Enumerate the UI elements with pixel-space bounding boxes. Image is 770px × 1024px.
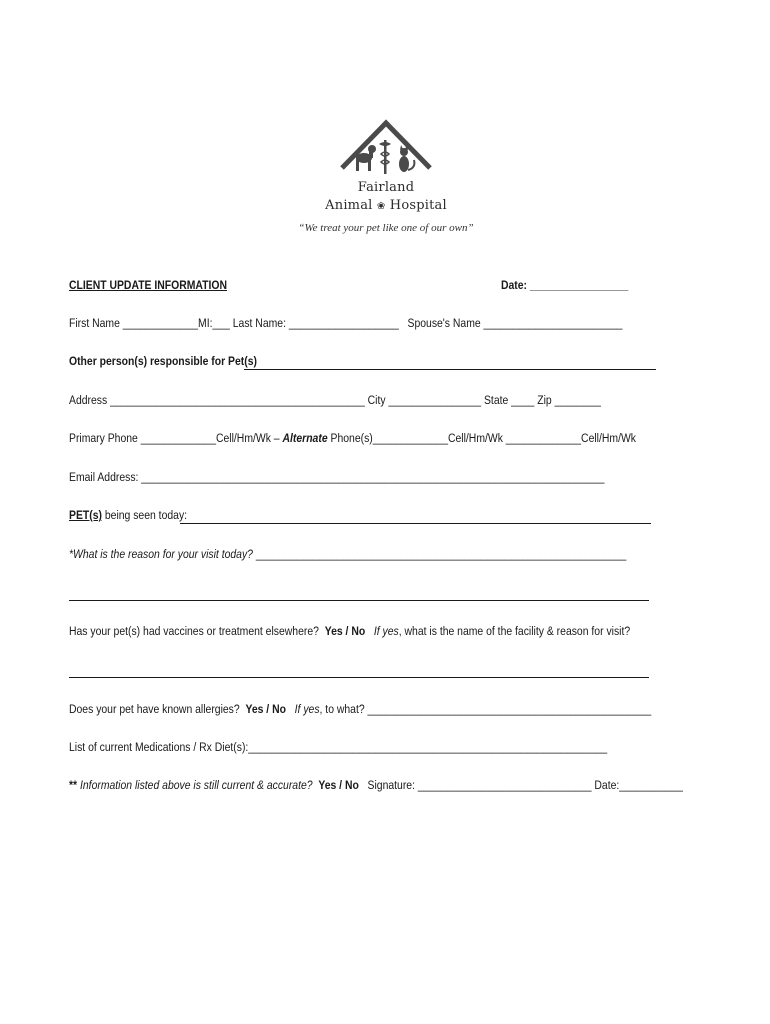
caduceus-icon (379, 140, 391, 174)
pets-label-rest: being seen today: (101, 508, 188, 522)
allergies-follow: , to what? _________________________________________________ (319, 702, 652, 716)
allergies-question: Does your pet have known allergies? (69, 702, 246, 716)
vaccines-follow: , what is the name of the facility & reason for visit? (398, 624, 631, 638)
vaccines-question: Has your pet(s) had vaccines or treatment elsewhere? (69, 624, 325, 638)
confirm-stars: ** (69, 778, 78, 792)
logo-name-line1: Fairland (357, 180, 415, 195)
vaccines-row (69, 624, 630, 638)
logo-name-line2 (300, 198, 472, 213)
vaccines-yes-no[interactable]: Yes / No (324, 624, 366, 638)
paw-icon: ❀ (376, 201, 386, 212)
reason-line-2[interactable] (69, 600, 649, 601)
allergies-if-yes: If yes (294, 702, 320, 716)
address-row[interactable]: Address ____________________________________________ City ________________ State ____ Zip ________ (69, 393, 601, 407)
tagline: “We treat your pet like one of our own” (298, 222, 474, 234)
reason-line: ________________________________________________________________ (252, 547, 627, 561)
logo-name-animal: Animal (325, 198, 373, 213)
vaccines-if-yes: If yes (373, 624, 399, 638)
confirm-question: Information listed above is still current & accurate? (77, 778, 313, 792)
signature-date-field[interactable]: Signature: ______________________________ Date:___________ (367, 778, 683, 792)
pets-row (69, 508, 187, 522)
phone-alternate: Phone(s)_____________Cell/Hm/Wk _____________Cell/Hm/Wk (327, 431, 636, 445)
other-persons-line[interactable] (244, 369, 656, 370)
phone-row[interactable] (69, 431, 636, 445)
date-field[interactable]: Date: _________________ (501, 278, 629, 292)
allergies-yes-no[interactable]: Yes / No (245, 702, 286, 716)
logo-name-hospital: Hospital (389, 198, 447, 213)
medications-row[interactable]: List of current Medications / Rx Diet(s):______________________________________________________________ (69, 740, 608, 754)
vaccines-line[interactable] (69, 677, 649, 678)
form-title: CLIENT UPDATE INFORMATION (69, 278, 228, 292)
allergies-row[interactable] (69, 702, 651, 716)
other-persons-label: Other person(s) responsible for Pet(s) (69, 354, 257, 368)
pets-line[interactable] (180, 523, 651, 524)
pets-label-bold: PET(s) (69, 508, 102, 522)
reason-row[interactable] (69, 547, 626, 561)
names-row[interactable]: First Name _____________MI:___ Last Name: ___________________ Spouse's Name ________________________ (69, 316, 623, 330)
confirm-row (69, 778, 683, 792)
phone-primary: Primary Phone _____________Cell/Hm/Wk – (69, 431, 283, 445)
phone-alternate-label: Alternate (282, 431, 328, 445)
reason-question: *What is the reason for your visit today? (69, 547, 253, 561)
email-row[interactable]: Email Address: ________________________________________________________________________________ (69, 470, 605, 484)
confirm-yes-no[interactable]: Yes / No (318, 778, 359, 792)
